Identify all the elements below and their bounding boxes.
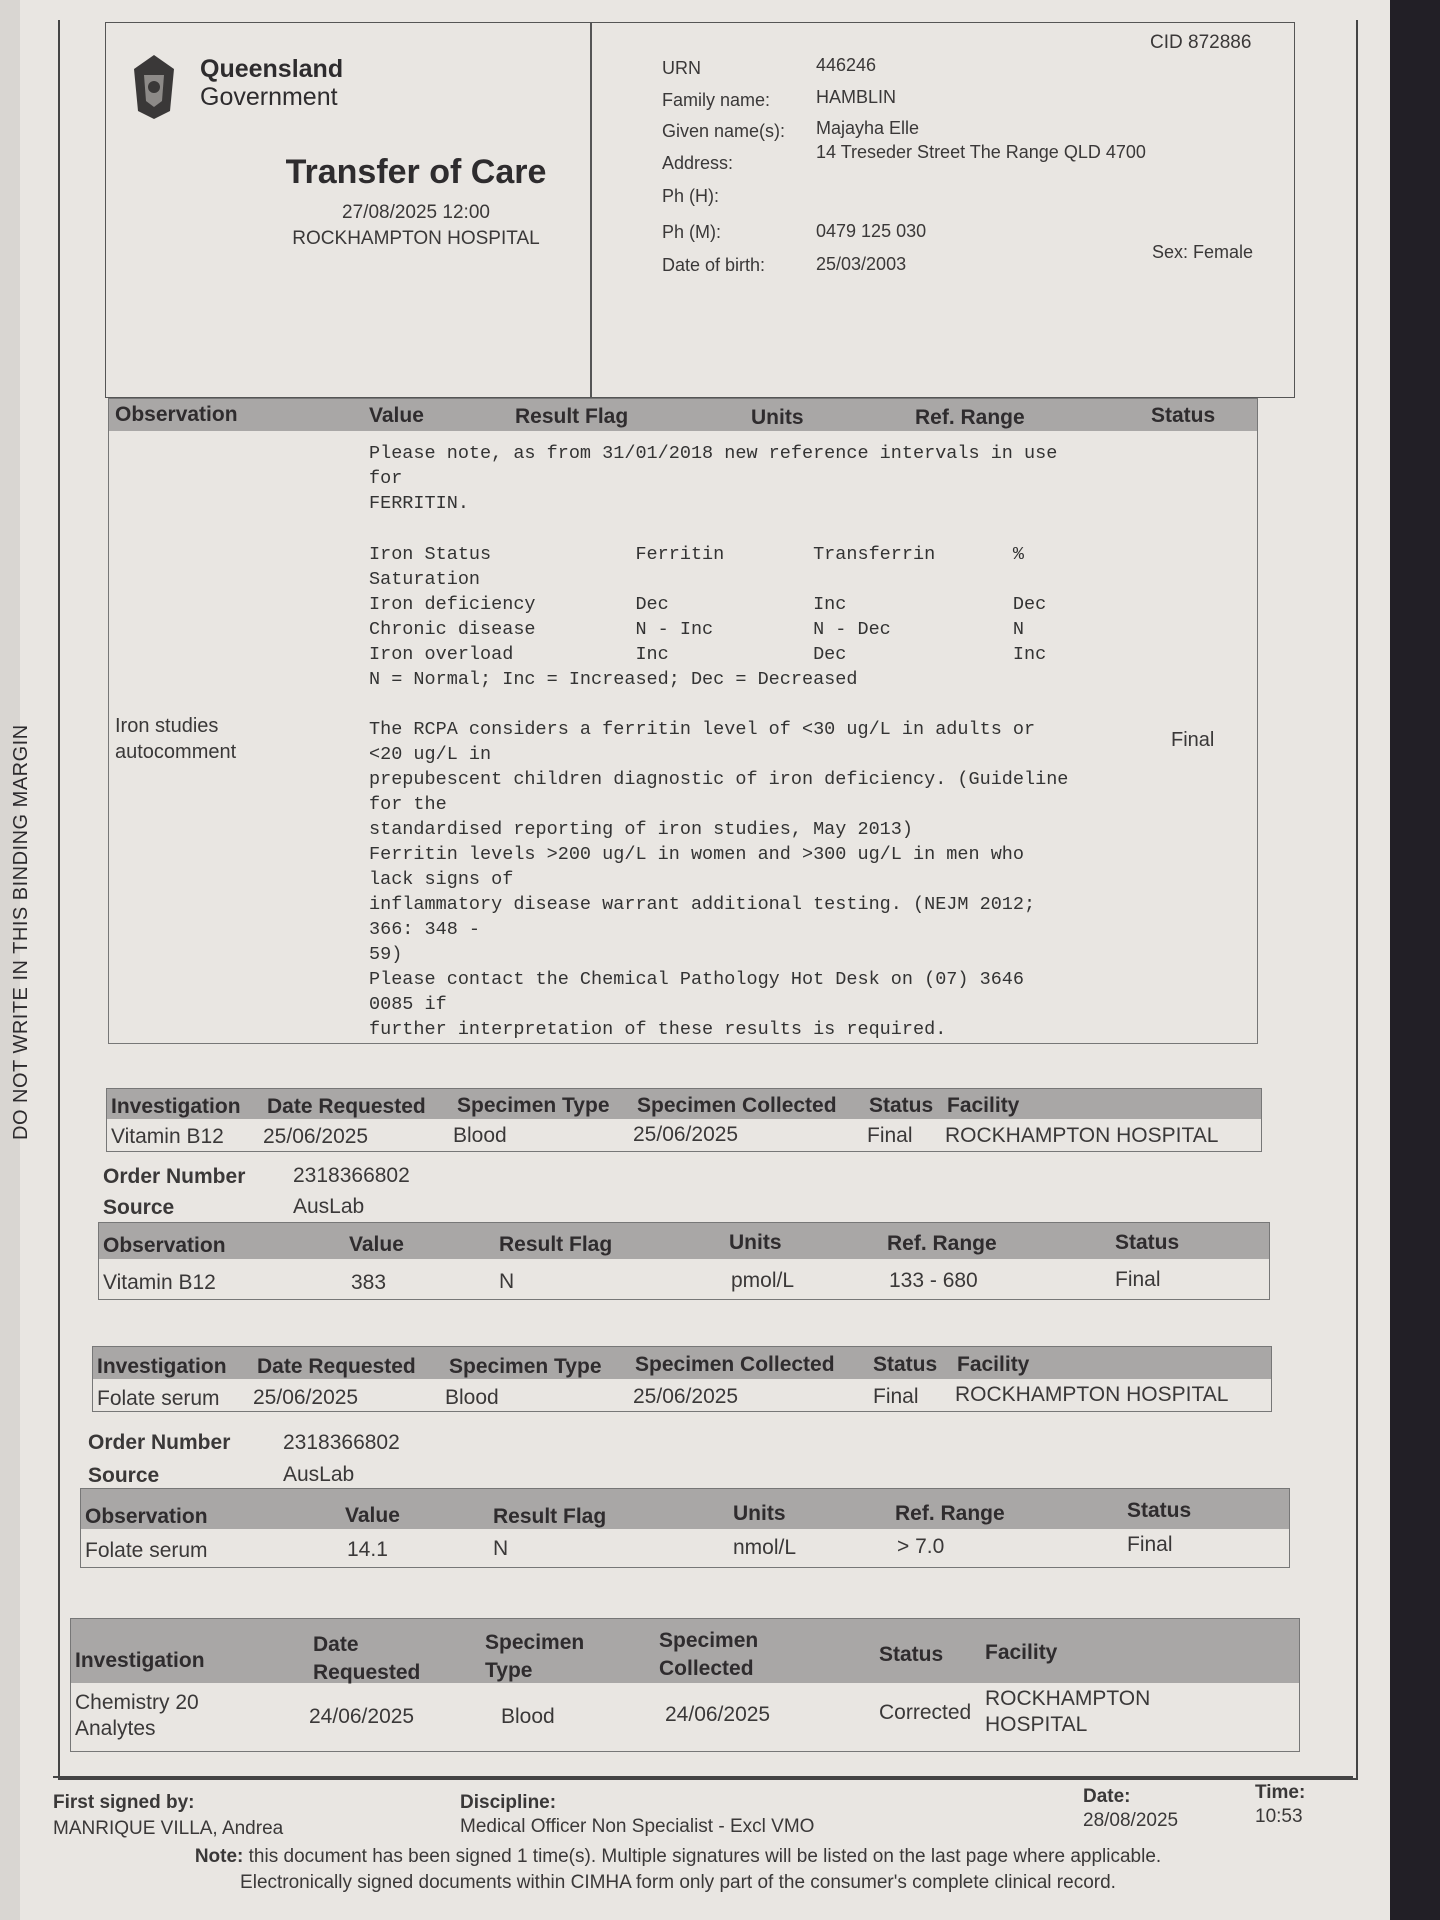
observation-value: 14.1 <box>347 1538 388 1561</box>
header-value: Value <box>349 1233 404 1256</box>
header-units: Units <box>729 1231 782 1254</box>
header-specimen-type: Specimen Type <box>449 1355 602 1378</box>
given-name-label: Given name(s): <box>662 121 786 141</box>
units: nmol/L <box>733 1536 797 1559</box>
signed-by-label: First signed by: <box>53 1792 195 1813</box>
sex-value: Sex: Female <box>1152 242 1254 262</box>
header-requested: Requested <box>313 1661 421 1684</box>
header-specimen-type: Specimen Type <box>457 1094 610 1117</box>
observation-value: 383 <box>351 1271 387 1294</box>
investigation-name-line1: Chemistry 20 <box>75 1691 199 1714</box>
time-value: 10:53 <box>1255 1806 1303 1827</box>
header-facility: Facility <box>957 1353 1030 1376</box>
header-investigation: Investigation <box>97 1355 227 1378</box>
specimen-collected: 24/06/2025 <box>665 1703 771 1726</box>
specimen-collected: 25/06/2025 <box>633 1123 739 1146</box>
investigation-header-row <box>71 1619 1299 1683</box>
header-result-flag: Result Flag <box>515 405 629 428</box>
iron-status: Final <box>1171 729 1215 751</box>
signature-footer <box>53 1776 1353 1894</box>
note-label: Note: <box>194 1846 244 1867</box>
folate-observation-table <box>80 1488 1290 1568</box>
folate-source: AusLab <box>283 1463 355 1486</box>
header-ref-range: Ref. Range <box>895 1502 1005 1525</box>
signature-note-2: Electronically signed documents within CIMHA form only part of the consumer's complete clinical record. <box>240 1872 1116 1893</box>
order-number-label: Order Number <box>88 1431 231 1454</box>
observation-name: Folate serum <box>85 1539 208 1562</box>
specimen-collected: 25/06/2025 <box>633 1385 739 1408</box>
header-ref-range: Ref. Range <box>887 1232 997 1255</box>
header-type: Type <box>485 1659 533 1682</box>
header-date: Date <box>313 1633 359 1656</box>
facility-line2: HOSPITAL <box>985 1713 1088 1736</box>
date-label: Date: <box>1083 1786 1131 1807</box>
iron-autocomment: The RCPA considers a ferritin level of <30 ug/L in adults or <20 ug/L in prepubescent children diagnostic of iron deficiency. (Guideline for the standardised reporting of iron studies, May 2013) Ferritin levels >200 ug/L in women and >300 ug/L in men who lack signs of inflammatory disease warrant additional testing. (NEJM 2012; 366: 348 - 59) Please contact the Chemical Pathology Hot Desk on (07) 3646 0085 if further interpretation of these results is required. <box>369 719 1069 1040</box>
address-value: 14 Treseder Street The Range QLD 4700 <box>816 142 1146 162</box>
table-row <box>99 1261 1269 1299</box>
b12-observation-table <box>98 1222 1270 1300</box>
table-row <box>93 1381 1271 1411</box>
header-status: Status <box>869 1094 934 1117</box>
observation-header-row <box>109 399 1257 431</box>
ferritin-note: Please note, as from 31/01/2018 new reference intervals in use for FERRITIN. <box>369 443 1058 514</box>
header-investigation: Investigation <box>75 1649 205 1672</box>
iron-obs-name-2: autocomment <box>115 741 237 763</box>
header-value: Value <box>369 404 424 427</box>
header-specimen: Specimen <box>485 1631 585 1654</box>
phone-mobile-value: 0479 125 030 <box>816 221 927 241</box>
b12-source: AusLab <box>293 1195 365 1218</box>
header-units: Units <box>733 1502 786 1525</box>
header-observation: Observation <box>103 1234 226 1257</box>
date-value: 28/08/2025 <box>1083 1810 1179 1831</box>
observation-status: Final <box>1115 1268 1161 1291</box>
date-requested: 25/06/2025 <box>263 1125 369 1148</box>
given-name-value: Majayha Elle <box>816 118 920 138</box>
dob-label: Date of birth: <box>662 255 766 275</box>
header-investigation: Investigation <box>111 1095 241 1118</box>
cid-label: CID 872886 <box>1150 32 1252 53</box>
observation-header-row <box>99 1223 1269 1259</box>
observation-header-row <box>81 1489 1289 1529</box>
phone-home-label: Ph (H): <box>662 186 720 206</box>
facility: ROCKHAMPTON HOSPITAL <box>955 1383 1229 1406</box>
ref-range: 133 - 680 <box>889 1269 978 1292</box>
investigation-status: Corrected <box>879 1701 972 1724</box>
signature-note <box>53 1846 1303 1868</box>
header-date-requested: Date Requested <box>257 1355 416 1378</box>
header-units: Units <box>751 406 804 429</box>
table-row <box>71 1685 1299 1751</box>
phone-mobile-label: Ph (M): <box>662 222 722 242</box>
observation-name: Vitamin B12 <box>103 1271 216 1294</box>
time-label: Time: <box>1255 1782 1306 1803</box>
table-row <box>81 1531 1289 1567</box>
family-name-label: Family name: <box>662 90 771 110</box>
document-page <box>10 0 1390 1920</box>
result-flag: N <box>499 1270 515 1293</box>
header-specimen-collected: Specimen Collected <box>637 1094 837 1117</box>
government-name: Queensland Government <box>200 55 344 111</box>
specimen-type: Blood <box>445 1386 499 1409</box>
header-status: Status <box>1115 1231 1180 1254</box>
header-specimen-collected: Specimen Collected <box>635 1353 835 1376</box>
document-hospital: ROCKHAMPTON HOSPITAL <box>292 228 540 249</box>
signed-by-value: MANRIQUE VILLA, Andrea <box>53 1818 284 1839</box>
investigation-name: Folate serum <box>97 1387 220 1410</box>
header-facility: Facility <box>947 1094 1020 1117</box>
discipline-label: Discipline: <box>460 1792 557 1813</box>
source-label: Source <box>88 1464 160 1487</box>
header-status: Status <box>1151 404 1216 427</box>
investigation-status: Final <box>873 1385 919 1408</box>
header-collected: Collected <box>659 1657 754 1680</box>
header-value: Value <box>345 1504 400 1527</box>
result-flag: N <box>493 1537 509 1560</box>
page-title: Transfer of Care <box>285 153 547 191</box>
folate-order-number: 2318366802 <box>283 1431 400 1454</box>
header-ref-range: Ref. Range <box>915 406 1025 429</box>
facility: ROCKHAMPTON HOSPITAL <box>945 1124 1219 1147</box>
header-observation: Observation <box>85 1505 208 1528</box>
header-date-requested: Date Requested <box>267 1095 426 1118</box>
b12-order-number: 2318366802 <box>293 1164 410 1187</box>
header-result-flag: Result Flag <box>493 1505 607 1528</box>
chemistry-investigation-table <box>70 1618 1300 1752</box>
header-specimen: Specimen <box>659 1629 759 1652</box>
investigation-header-row <box>93 1347 1271 1379</box>
date-requested: 25/06/2025 <box>253 1386 359 1409</box>
binding-margin-text: DO NOT WRITE IN THIS BINDING MARGIN <box>10 724 32 1140</box>
order-number-label: Order Number <box>103 1165 246 1188</box>
folate-investigation-table <box>92 1346 1272 1412</box>
date-requested: 24/06/2025 <box>309 1705 415 1728</box>
header-result-flag: Result Flag <box>499 1233 613 1256</box>
document-datetime: 27/08/2025 12:00 <box>342 202 490 223</box>
specimen-type: Blood <box>453 1124 507 1147</box>
iron-obs-name-1: Iron studies <box>115 715 219 737</box>
investigation-name-line2: Analytes <box>75 1717 156 1740</box>
observation-status: Final <box>1127 1533 1173 1556</box>
facility-line1: ROCKHAMPTON <box>985 1687 1151 1710</box>
investigation-header-row <box>107 1089 1261 1119</box>
iron-status-table: Iron Status Ferritin Transferrin % Saturation Iron deficiency Dec Inc Dec Chronic disease N - Inc N - Dec N Iron overload Inc Dec Inc N = Normal; Inc = Increased; Dec = Decreased <box>369 544 1047 690</box>
header-status: Status <box>879 1643 944 1666</box>
investigation-status: Final <box>867 1124 913 1147</box>
table-row <box>107 1121 1261 1151</box>
header-facility: Facility <box>985 1641 1058 1664</box>
note-text: this document has been signed 1 time(s). Multiple signatures will be listed on the last page where applicable. <box>243 1846 1162 1867</box>
header-status: Status <box>873 1353 938 1376</box>
source-label: Source <box>103 1196 175 1219</box>
discipline-value: Medical Officer Non Specialist - Excl VMO <box>460 1816 815 1837</box>
urn-value: 446246 <box>816 55 877 75</box>
specimen-type: Blood <box>501 1705 555 1728</box>
urn-label: URN <box>662 58 701 78</box>
header-status: Status <box>1127 1499 1192 1522</box>
header-observation: Observation <box>115 403 238 426</box>
iron-studies-section <box>108 398 1258 1044</box>
b12-investigation-table <box>106 1088 1262 1152</box>
ref-range: > 7.0 <box>897 1535 945 1558</box>
family-name-value: HAMBLIN <box>816 87 897 107</box>
investigation-name: Vitamin B12 <box>111 1125 224 1148</box>
address-label: Address: <box>662 153 734 173</box>
dob-value: 25/03/2003 <box>816 254 907 274</box>
units: pmol/L <box>731 1269 795 1292</box>
